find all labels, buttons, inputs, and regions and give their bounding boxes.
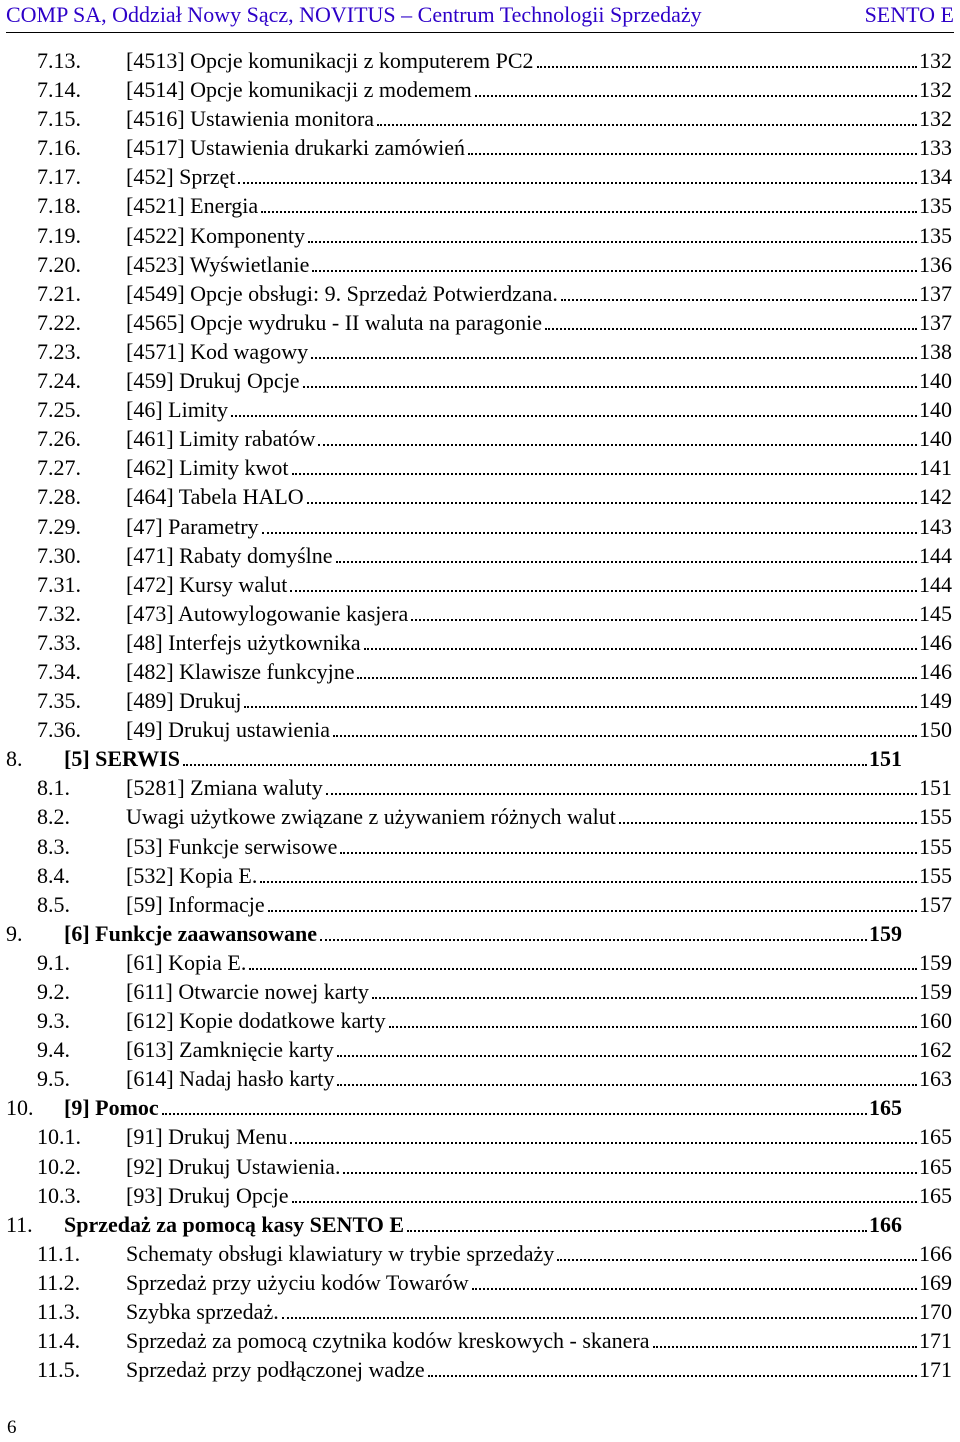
toc-entry-page: 160 xyxy=(919,1008,952,1034)
toc-entry-number: 10.2. xyxy=(37,1153,81,1179)
toc-entry[interactable] xyxy=(0,861,960,890)
toc-entry-line xyxy=(126,686,952,715)
toc-entry-number: 7.13. xyxy=(37,48,81,73)
dot-leader xyxy=(292,1201,917,1203)
toc-chapter-entry[interactable] xyxy=(0,1093,960,1122)
toc-entry-page: 140 xyxy=(919,426,952,452)
toc-entry-line xyxy=(126,773,952,802)
dot-leader xyxy=(290,590,917,592)
toc-entry-page: 170 xyxy=(919,1299,952,1325)
table-of-contents xyxy=(0,46,960,1384)
toc-entry-line xyxy=(126,1181,952,1210)
dot-leader xyxy=(472,1288,917,1290)
dot-leader xyxy=(389,1026,917,1028)
toc-entry-line xyxy=(126,1006,952,1035)
toc-entry[interactable] xyxy=(0,366,960,395)
toc-entry-page: 165 xyxy=(869,1095,902,1121)
toc-entry-page: 138 xyxy=(919,338,952,364)
toc-entry-line xyxy=(126,1355,952,1384)
toc-entry[interactable] xyxy=(0,424,960,453)
toc-entry-title: [61] Kopia E. xyxy=(126,949,247,975)
toc-entry[interactable] xyxy=(0,773,960,802)
toc-entry-title: [482] Klawisze funkcyjne xyxy=(126,658,355,684)
toc-entry-line xyxy=(126,715,952,744)
toc-entry-title: [4521] Energia xyxy=(126,193,259,219)
toc-entry-number: 10.3. xyxy=(37,1182,81,1208)
toc-entry[interactable] xyxy=(0,46,960,75)
toc-entry-number: 11.1. xyxy=(37,1240,81,1266)
toc-entry-line xyxy=(126,250,952,279)
running-header xyxy=(6,0,954,30)
toc-entry-number: 9.1. xyxy=(37,949,70,975)
dot-leader xyxy=(238,182,917,184)
toc-entry-line xyxy=(126,279,952,308)
toc-entry[interactable] xyxy=(0,75,960,104)
toc-entry-title: [611] Otwarcie nowej karty xyxy=(126,979,369,1004)
toc-entry-number: 7.25. xyxy=(37,397,81,423)
toc-entry-page: 159 xyxy=(919,979,952,1004)
toc-entry-number: 11.4. xyxy=(37,1328,81,1354)
toc-entry-title: [4565] Opcje wydruku - II waluta na paragonie xyxy=(126,309,543,335)
toc-entry-page: 143 xyxy=(919,513,952,539)
toc-entry-number: 9.4. xyxy=(37,1037,70,1063)
toc-entry-line xyxy=(64,919,902,948)
toc-entry[interactable] xyxy=(0,570,960,599)
toc-entry[interactable] xyxy=(0,1268,960,1297)
toc-chapter-entry[interactable] xyxy=(0,1210,960,1239)
toc-entry-title: [532] Kopia E. xyxy=(126,862,258,888)
toc-entry-page: 134 xyxy=(919,164,952,190)
toc-entry-title: [4522] Komponenty xyxy=(126,222,306,248)
toc-entry-page: 151 xyxy=(869,746,902,772)
toc-entry-line xyxy=(126,948,952,977)
toc-entry-title: [9] Pomoc xyxy=(64,1095,159,1121)
toc-entry[interactable] xyxy=(0,948,960,977)
toc-entry-title: [464] Tabela HALO xyxy=(126,484,304,510)
toc-entry-line xyxy=(126,890,952,919)
toc-entry[interactable] xyxy=(0,1122,960,1151)
toc-entry-number: 10.1. xyxy=(37,1124,81,1150)
toc-entry-line xyxy=(64,1093,902,1122)
dot-leader xyxy=(411,619,917,621)
toc-entry-page: 155 xyxy=(919,862,952,888)
toc-entry-title: [4517] Ustawienia drukarki zamówień xyxy=(126,135,466,161)
toc-entry-title: [5281] Zmiana waluty xyxy=(126,775,323,801)
toc-entry-title: [612] Kopie dodatkowe karty xyxy=(126,1008,386,1034)
dot-leader xyxy=(260,881,917,883)
dot-leader xyxy=(537,66,917,68)
toc-entry-title: [4516] Ustawienia monitora xyxy=(126,106,375,132)
toc-entry-number: 8.2. xyxy=(37,804,70,830)
toc-entry-line xyxy=(126,337,952,366)
dot-leader xyxy=(231,415,917,417)
toc-entry-title: [91] Drukuj Menu xyxy=(126,1124,288,1150)
dot-leader xyxy=(244,706,917,708)
toc-entry-title: [4513] Opcje komunikacji z komputerem PC2 xyxy=(126,48,534,73)
toc-entry-number: 9.3. xyxy=(37,1008,70,1034)
toc-entry-page: 149 xyxy=(919,688,952,714)
dot-leader xyxy=(428,1375,917,1377)
toc-entry-title: [473] Autowylogowanie kasjera xyxy=(126,600,409,626)
toc-entry-title: [46] Limity xyxy=(126,397,229,423)
page-number: 6 xyxy=(7,1417,17,1438)
toc-entry-line xyxy=(126,977,952,1006)
toc-entry-line xyxy=(126,366,952,395)
toc-entry-page: 140 xyxy=(919,368,952,394)
toc-entry-title: [6] Funkcje zaawansowane xyxy=(64,920,317,946)
dot-leader xyxy=(326,793,917,795)
toc-entry-number: 7.30. xyxy=(37,542,81,568)
dot-leader xyxy=(303,386,917,388)
toc-entry-number: 7.17. xyxy=(37,164,81,190)
toc-entry-number: 7.19. xyxy=(37,222,81,248)
toc-entry-page: 137 xyxy=(919,280,952,306)
toc-entry-title: [462] Limity kwot xyxy=(126,455,289,481)
toc-entry-number: 8.4. xyxy=(37,862,70,888)
dot-leader xyxy=(333,735,917,737)
toc-entry-title: Sprzedaż za pomocą kasy SENTO E xyxy=(64,1211,405,1237)
toc-entry-number: 7.24. xyxy=(37,368,81,394)
toc-entry-page: 165 xyxy=(919,1124,952,1150)
toc-entry-line xyxy=(126,1035,952,1064)
dot-leader xyxy=(364,648,917,650)
toc-entry[interactable] xyxy=(0,1297,960,1326)
toc-entry-number: 11.3. xyxy=(37,1299,81,1325)
toc-entry-title: [47] Parametry xyxy=(126,513,259,539)
toc-entry[interactable] xyxy=(0,133,960,162)
toc-entry-title: [614] Nadaj hasło karty xyxy=(126,1066,335,1092)
toc-entry-title: [93] Drukuj Opcje xyxy=(126,1182,289,1208)
dot-leader xyxy=(343,1172,917,1174)
toc-entry-page: 165 xyxy=(919,1153,952,1179)
toc-entry-number: 8.3. xyxy=(37,833,70,859)
toc-entry-page: 155 xyxy=(919,804,952,830)
dot-leader xyxy=(337,1055,917,1057)
dot-leader xyxy=(290,1142,917,1144)
toc-entry-line xyxy=(126,570,952,599)
toc-entry-line xyxy=(126,133,952,162)
toc-entry-line xyxy=(126,1326,952,1355)
dot-leader xyxy=(282,1317,917,1319)
toc-entry-line xyxy=(126,482,952,511)
toc-entry-line xyxy=(64,1210,902,1239)
toc-entry-page: 166 xyxy=(869,1211,902,1237)
toc-entry[interactable] xyxy=(0,1239,960,1268)
toc-entry-number: 9.5. xyxy=(37,1066,70,1092)
toc-entry-title: Schematy obsługi klawiatury w trybie sprzedaży xyxy=(126,1240,555,1266)
toc-entry-page: 163 xyxy=(919,1066,952,1092)
toc-entry-title: [452] Sprzęt xyxy=(126,164,236,190)
toc-entry-line xyxy=(126,1152,952,1181)
toc-entry-number: 7.35. xyxy=(37,688,81,714)
toc-entry-number: 7.16. xyxy=(37,135,81,161)
toc-entry-title: Sprzedaż przy podłączonej wadze xyxy=(126,1357,425,1383)
toc-entry-number: 10. xyxy=(6,1095,34,1121)
dot-leader xyxy=(372,997,917,999)
toc-entry-number: 7.21. xyxy=(37,280,81,306)
toc-entry[interactable] xyxy=(0,337,960,366)
toc-entry-title: Uwagi użytkowe związane z używaniem różnych walut xyxy=(126,804,616,830)
toc-entry[interactable] xyxy=(0,715,960,744)
dot-leader xyxy=(545,328,917,330)
toc-entry[interactable] xyxy=(0,832,960,861)
toc-entry-page: 162 xyxy=(919,1037,952,1063)
dot-leader xyxy=(249,968,917,970)
dot-leader xyxy=(407,1230,867,1232)
toc-entry-page: 145 xyxy=(919,600,952,626)
dot-leader xyxy=(357,677,917,679)
toc-entry-number: 7.14. xyxy=(37,77,81,103)
toc-entry-line xyxy=(126,1297,952,1326)
toc-entry-number: 9. xyxy=(6,920,23,946)
toc-entry-title: [4571] Kod wagowy xyxy=(126,338,309,364)
toc-entry-line xyxy=(126,1268,952,1297)
toc-entry[interactable] xyxy=(0,686,960,715)
dot-leader xyxy=(308,241,917,243)
toc-entry-title: [472] Kursy walut xyxy=(126,571,288,597)
toc-entry-page: 140 xyxy=(919,397,952,423)
dot-leader xyxy=(162,1113,867,1115)
toc-entry[interactable] xyxy=(0,890,960,919)
toc-entry-title: [49] Drukuj ustawienia xyxy=(126,717,331,743)
toc-entry-page: 136 xyxy=(919,251,952,277)
toc-entry-title: Sprzedaż przy użyciu kodów Towarów xyxy=(126,1269,469,1295)
toc-entry[interactable] xyxy=(0,1181,960,1210)
toc-entry-title: [461] Limity rabatów xyxy=(126,426,316,452)
toc-entry-number: 7.26. xyxy=(37,426,81,452)
toc-entry-page: 155 xyxy=(919,833,952,859)
toc-entry-title: [459] Drukuj Opcje xyxy=(126,368,300,394)
toc-entry-page: 159 xyxy=(919,949,952,975)
header-rule xyxy=(6,32,954,33)
toc-entry-line xyxy=(126,46,952,75)
toc-entry-title: [489] Drukuj xyxy=(126,688,242,714)
toc-entry-title: [5] SERWIS xyxy=(64,746,180,772)
toc-entry-number: 7.33. xyxy=(37,629,81,655)
dot-leader xyxy=(337,1084,917,1086)
toc-entry-number: 7.20. xyxy=(37,251,81,277)
toc-entry-number: 7.18. xyxy=(37,193,81,219)
toc-entry-title: [92] Drukuj Ustawienia. xyxy=(126,1153,341,1179)
toc-entry-page: 132 xyxy=(919,106,952,132)
toc-entry-page: 132 xyxy=(919,77,952,103)
dot-leader xyxy=(311,357,917,359)
dot-leader xyxy=(619,822,917,824)
toc-entry-page: 141 xyxy=(919,455,952,481)
toc-entry[interactable] xyxy=(0,541,960,570)
dot-leader xyxy=(262,532,917,534)
dot-leader xyxy=(475,95,917,97)
toc-entry[interactable] xyxy=(0,395,960,424)
toc-entry[interactable] xyxy=(0,308,960,337)
dot-leader xyxy=(561,299,917,301)
toc-entry[interactable] xyxy=(0,802,960,831)
toc-entry-number: 7.28. xyxy=(37,484,81,510)
toc-entry-line xyxy=(126,453,952,482)
dot-leader xyxy=(653,1346,917,1348)
toc-chapter-entry[interactable] xyxy=(0,919,960,948)
toc-entry-title: Szybka sprzedaż. xyxy=(126,1299,279,1325)
dot-leader xyxy=(340,852,917,854)
toc-entry-title: [613] Zamknięcie karty xyxy=(126,1037,334,1063)
toc-entry-line xyxy=(126,541,952,570)
toc-entry[interactable] xyxy=(0,1326,960,1355)
toc-entry-number: 8.5. xyxy=(37,891,70,917)
toc-entry-number: 8.1. xyxy=(37,775,70,801)
toc-entry-title: Sprzedaż za pomocą czytnika kodów kreskowych - skanera xyxy=(126,1328,650,1354)
toc-entry-page: 137 xyxy=(919,309,952,335)
toc-entry-line xyxy=(126,308,952,337)
header-company: COMP SA, Oddział Nowy Sącz, NOVITUS – Centrum Technologii Sprzedaży xyxy=(6,2,702,27)
toc-entry-number: 7.22. xyxy=(37,309,81,335)
dot-leader xyxy=(292,473,917,475)
dot-leader xyxy=(336,561,917,563)
header-product: SENTO E xyxy=(864,2,954,27)
toc-entry-page: 142 xyxy=(919,484,952,510)
toc-entry-number: 11.5. xyxy=(37,1357,81,1383)
toc-entry-title: [471] Rabaty domyślne xyxy=(126,542,333,568)
toc-entry[interactable] xyxy=(0,279,960,308)
toc-entry[interactable] xyxy=(0,221,960,250)
toc-chapter-entry[interactable] xyxy=(0,744,960,773)
dot-leader xyxy=(468,153,917,155)
toc-entry[interactable] xyxy=(0,1355,960,1384)
toc-entry[interactable] xyxy=(0,512,960,541)
toc-entry-line xyxy=(126,424,952,453)
toc-entry-line xyxy=(126,1064,952,1093)
toc-entry-page: 146 xyxy=(919,658,952,684)
toc-entry-number: 7.34. xyxy=(37,658,81,684)
toc-entry-line xyxy=(126,512,952,541)
toc-entry-title: [4549] Opcje obsługi: 9. Sprzedaż Potwierdzana. xyxy=(126,280,558,306)
toc-entry[interactable] xyxy=(0,453,960,482)
toc-entry-page: 166 xyxy=(919,1240,952,1266)
toc-entry-page: 144 xyxy=(919,571,952,597)
toc-entry-number: 7.23. xyxy=(37,338,81,364)
toc-entry-page: 165 xyxy=(919,1182,952,1208)
toc-entry-number: 7.36. xyxy=(37,717,81,743)
toc-entry[interactable] xyxy=(0,657,960,686)
toc-entry-number: 11. xyxy=(6,1211,33,1237)
toc-entry-line xyxy=(126,395,952,424)
toc-entry-page: 133 xyxy=(919,135,952,161)
toc-entry[interactable] xyxy=(0,1152,960,1181)
toc-entry-number: 9.2. xyxy=(37,979,70,1004)
toc-entry-title: [48] Interfejs użytkownika xyxy=(126,629,361,655)
toc-entry-title: [4514] Opcje komunikacji z modemem xyxy=(126,77,472,103)
toc-entry-line xyxy=(126,221,952,250)
toc-entry-line xyxy=(126,162,952,191)
toc-entry-title: [4523] Wyświetlanie xyxy=(126,251,310,277)
toc-entry-page: 157 xyxy=(919,891,952,917)
toc-entry-line xyxy=(126,1122,952,1151)
toc-entry-number: 8. xyxy=(6,746,23,772)
toc-entry-number: 7.31. xyxy=(37,571,81,597)
toc-entry-line xyxy=(126,1239,952,1268)
toc-entry-line xyxy=(126,599,952,628)
toc-entry[interactable] xyxy=(0,1035,960,1064)
toc-entry[interactable] xyxy=(0,162,960,191)
toc-entry-line xyxy=(126,802,952,831)
toc-entry-number: 11.2. xyxy=(37,1269,81,1295)
toc-entry-number: 7.27. xyxy=(37,455,81,481)
dot-leader xyxy=(268,910,917,912)
toc-entry-line xyxy=(126,191,952,220)
toc-entry-page: 150 xyxy=(919,717,952,743)
toc-entry-page: 135 xyxy=(919,193,952,219)
toc-entry-line xyxy=(126,861,952,890)
toc-entry-page: 171 xyxy=(919,1357,952,1383)
toc-entry[interactable] xyxy=(0,482,960,511)
toc-entry[interactable] xyxy=(0,977,960,1006)
toc-entry[interactable] xyxy=(0,1064,960,1093)
toc-entry[interactable] xyxy=(0,191,960,220)
toc-entry-line xyxy=(126,657,952,686)
dot-leader xyxy=(318,444,917,446)
toc-entry-number: 7.32. xyxy=(37,600,81,626)
toc-entry[interactable] xyxy=(0,104,960,133)
toc-entry-page: 171 xyxy=(919,1328,952,1354)
dot-leader xyxy=(557,1259,917,1261)
toc-entry-page: 135 xyxy=(919,222,952,248)
toc-entry-line xyxy=(126,628,952,657)
dot-leader xyxy=(183,764,867,766)
toc-entry-line xyxy=(64,744,902,773)
dot-leader xyxy=(312,270,917,272)
toc-entry-page: 132 xyxy=(919,48,952,73)
toc-entry[interactable] xyxy=(0,628,960,657)
dot-leader xyxy=(307,502,917,504)
toc-entry-line xyxy=(126,832,952,861)
toc-entry-page: 144 xyxy=(919,542,952,568)
toc-entry[interactable] xyxy=(0,599,960,628)
toc-entry-page: 151 xyxy=(919,775,952,801)
dot-leader xyxy=(261,211,917,213)
toc-entry[interactable] xyxy=(0,1006,960,1035)
toc-entry-page: 146 xyxy=(919,629,952,655)
toc-entry-number: 7.15. xyxy=(37,106,81,132)
toc-entry-title: [59] Informacje xyxy=(126,891,265,917)
dot-leader xyxy=(320,939,867,941)
toc-entry-number: 7.29. xyxy=(37,513,81,539)
toc-entry-page: 159 xyxy=(869,920,902,946)
toc-entry-line xyxy=(126,75,952,104)
toc-entry-line xyxy=(126,104,952,133)
toc-entry[interactable] xyxy=(0,250,960,279)
toc-entry-page: 169 xyxy=(919,1269,952,1295)
toc-entry-title: [53] Funkcje serwisowe xyxy=(126,833,338,859)
dot-leader xyxy=(377,124,917,126)
